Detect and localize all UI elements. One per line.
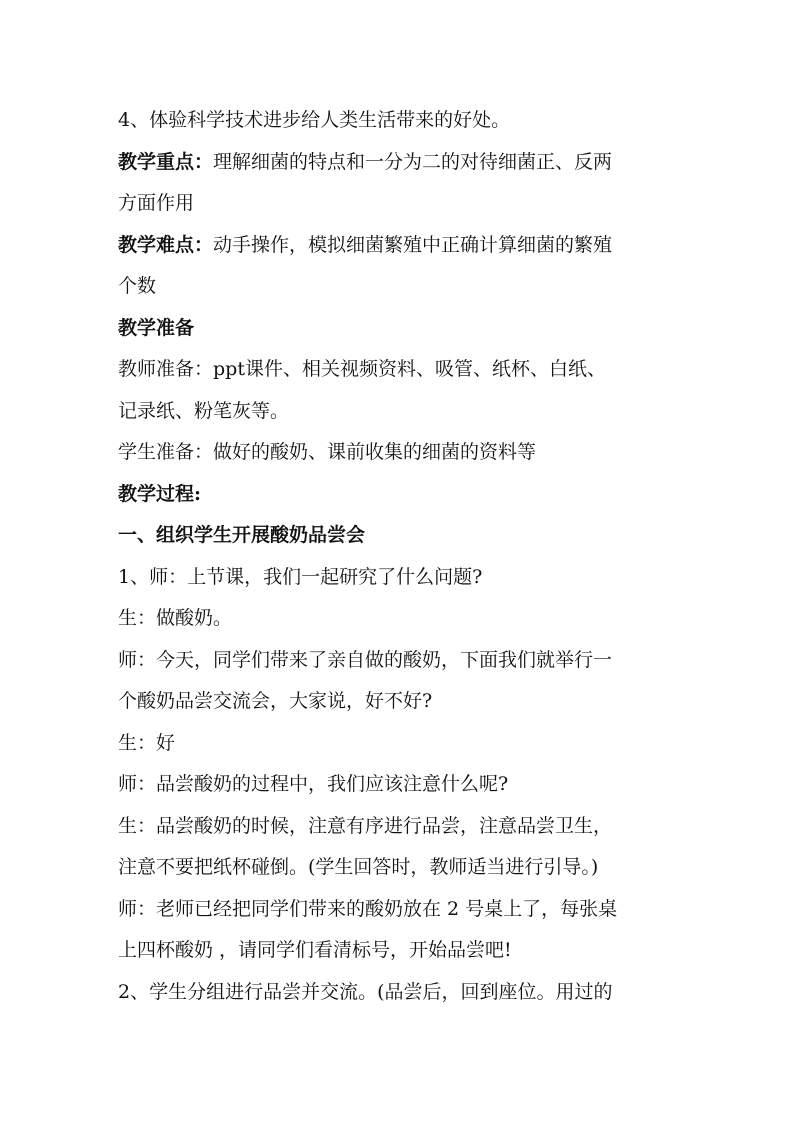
document-body bbox=[118, 100, 678, 1013]
text-line bbox=[118, 349, 678, 391]
line-text: 理解细菌的特点和一分为二的对待细菌正、反两 bbox=[213, 150, 613, 173]
text-line bbox=[118, 681, 678, 723]
text-line bbox=[118, 183, 678, 225]
line-text: 学生准备：做好的酸奶、课前收集的细菌的资料等 bbox=[118, 441, 537, 463]
bold-lead: 教学重点： bbox=[118, 150, 214, 173]
bold-lead: 教学准备 bbox=[118, 316, 195, 339]
text-line bbox=[118, 764, 678, 806]
text-line bbox=[118, 806, 678, 848]
line-text: 教师准备：ppt课件、相关视频资料、吸管、纸杯、白纸、 bbox=[118, 358, 606, 380]
text-line bbox=[118, 474, 678, 516]
text-line bbox=[118, 225, 678, 267]
line-text: 生：好 bbox=[118, 731, 176, 754]
line-text: 生：做酸奶。 bbox=[118, 607, 233, 629]
text-line bbox=[118, 100, 678, 142]
line-text: 方面作用 bbox=[118, 192, 195, 214]
text-line bbox=[118, 391, 678, 433]
line-text: 师：今天，同学们带来了亲自做的酸奶，下面我们就举行一 bbox=[118, 648, 613, 671]
text-line bbox=[118, 972, 678, 1014]
text-line bbox=[118, 432, 678, 474]
line-text: 个酸奶品尝交流会，大家说，好不好? bbox=[118, 690, 433, 712]
line-text: 个数 bbox=[118, 275, 157, 297]
line-text: 记录纸、粉笔灰等。 bbox=[118, 399, 290, 422]
bold-lead: 一、组织学生开展酸奶品尝会 bbox=[118, 524, 366, 546]
line-text: 上四杯酸奶 ，请同学们看清标号，开始品尝吧! bbox=[118, 939, 512, 961]
text-line bbox=[118, 308, 678, 350]
line-text: 生：品尝酸奶的时候，注意有序进行品尝，注意品尝卫生， bbox=[118, 814, 613, 837]
text-line bbox=[118, 142, 678, 184]
text-line bbox=[118, 266, 678, 308]
text-line bbox=[118, 557, 678, 599]
line-text: 师：品尝酸奶的过程中，我们应该注意什么呢? bbox=[118, 773, 509, 795]
text-line bbox=[118, 723, 678, 765]
line-text: 动手操作，模拟细菌繁殖中正确计算细菌的繁殖 bbox=[213, 233, 613, 256]
bold-lead: 教学过程: bbox=[118, 482, 202, 505]
text-line bbox=[118, 889, 678, 931]
text-line bbox=[118, 515, 678, 557]
text-line bbox=[118, 598, 678, 640]
text-line bbox=[118, 930, 678, 972]
line-text: 注意不要把纸杯碰倒。(学生回答时，教师适当进行引导。) bbox=[118, 856, 599, 878]
text-line bbox=[118, 640, 678, 682]
line-text: 师：老师已经把同学们带来的酸奶放在 2 号桌上了，每张桌 bbox=[118, 897, 618, 920]
line-text: 2、学生分组进行品尝并交流。(品尝后，回到座位。用过的 bbox=[118, 980, 613, 1003]
line-text: 1、师：上节课，我们一起研究了什么问题? bbox=[118, 565, 483, 588]
text-line bbox=[118, 847, 678, 889]
bold-lead: 教学难点： bbox=[118, 233, 214, 256]
line-text: 4、体验科学技术进步给人类生活带来的好处。 bbox=[118, 109, 511, 131]
